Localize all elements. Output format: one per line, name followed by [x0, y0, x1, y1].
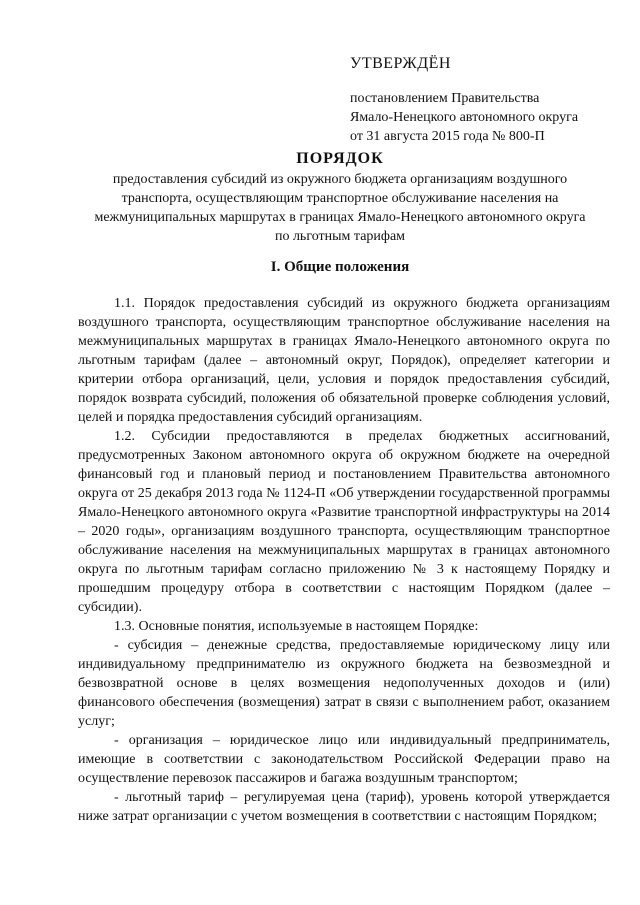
definition-organization: - организация – юридическое лицо или индивидуальный предприниматель, имеющие в соответствии с законодательством Российской Федерации право на осуществление перевозок пассажиров и багажа воздушным транспортом;	[78, 733, 610, 786]
paragraph-1-1: 1.1. Порядок предоставления субсидий из окружного бюджета организациям воздушного транспорта, осуществляющим транспортное обслуживание населения на межмуниципальных маршрутах в границах Ямало-Ненецкого автономного округа по льготным тарифам (далее – автономный округ, Порядок), определяет категории и критерии отбора организаций, цели, условия и порядок предоставления субсидий, порядок возврата субсидий, положения об обязательной проверке соблюдения условий, целей и порядка предоставления субсидий организациям.	[78, 296, 610, 425]
section-heading: I. Общие положения	[270, 259, 410, 275]
document-body	[78, 294, 610, 826]
approval-stamp: УТВЕРЖДЁН	[350, 55, 451, 72]
approval-line-1: постановлением Правительства	[350, 91, 540, 106]
definition-preferential-tariff: - льготный тариф – регулируемая цена (тариф), уровень которой утверждается ниже затрат организации с учетом возмещения в соответствии с настоящим Порядком;	[78, 790, 610, 824]
document-title: ПОРЯДОК	[296, 150, 384, 167]
approval-block	[350, 55, 620, 146]
approval-line-2: Ямало-Ненецкого автономного округа	[350, 110, 579, 125]
approval-line-3: от 31 августа 2015 года № 800-П	[350, 129, 545, 144]
definition-subsidy: - субсидия – денежные средства, предоставляемые юридическому лицу или индивидуальному предпринимателю из окружного бюджета на безвозмездной и безвозвратной основе в целях возмещения недополученных доходов и (или) финансового обеспечения (возмещения) затрат в связи с выполнением работ, оказанием услуг;	[78, 638, 610, 729]
document-subtitle: предоставления субсидий из окружного бюджета организациям воздушного транспорта, осуществляющим транспортное обслуживание населения на межмуниципальных маршрутах в границах Ямало-Ненецкого автономного округа по льготным тарифам	[94, 172, 586, 244]
paragraph-1-2: 1.2. Субсидии предоставляются в пределах бюджетных ассигнований, предусмотренных Законом автономного округа об окружном бюджете на очередной финансовый год и плановый период и постановлением Правительства автономного округа от 25 декабря 2013 года № 1124-П «Об утверждении государственной программы Ямало-Ненецкого автономного округа «Развитие транспортной инфраструктуры на 2014 – 2020 годы», организациям воздушного транспорта, осуществляющим транспортное обслуживание населения на межмуниципальных маршрутах в границах автономного округа по льготным тарифам согласно приложению № 3 к настоящему Порядку и прошедшим процедуру отбора в соответствии с настоящим Порядком (далее – субсидии).	[78, 429, 610, 615]
paragraph-1-3: 1.3. Основные понятия, используемые в настоящем Порядке:	[114, 619, 479, 634]
